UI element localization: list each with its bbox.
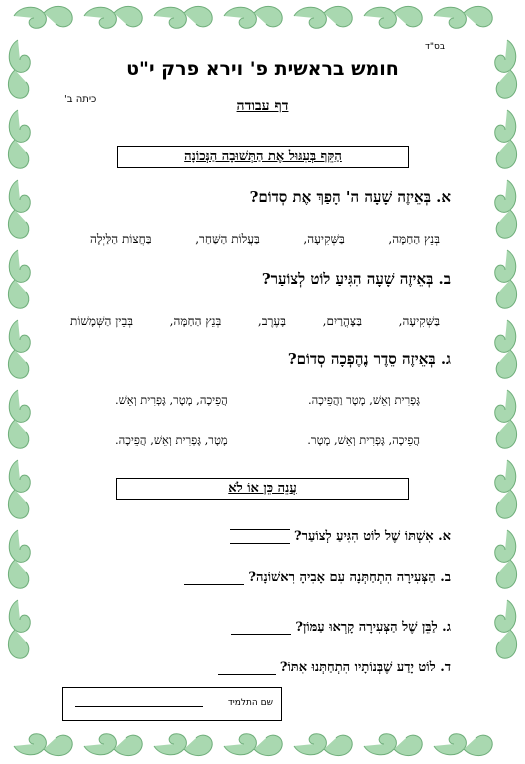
question-c-options-row1: [115, 393, 420, 407]
yes-no-question-a: [230, 528, 451, 544]
student-name-label: שם התלמיד: [227, 698, 273, 708]
answer-blank[interactable]: [184, 583, 244, 585]
class-label: כיתה ב': [64, 94, 97, 105]
option[interactable]: בַּעֲלוֹת הַשַּׁחַר,: [195, 232, 260, 246]
option[interactable]: בְּנֵץ הַחַמָּה,: [169, 314, 222, 328]
option[interactable]: בַּצָּהֳרַיִם,: [322, 314, 362, 328]
section2-instruction: עֲנֵה כֵּן אוֹ לֹא: [116, 478, 409, 500]
answer-blank[interactable]: [230, 542, 290, 544]
question-text: א. אִשְׁתּוֹ שֶׁל לוֹט הִגִּיעַ לְצוֹעַר?: [294, 529, 451, 544]
option[interactable]: גָּפְרִית וְאֵשׁ, מָטָר וַהֲפֵיכָה.: [307, 393, 420, 407]
question-a-options: [90, 232, 440, 247]
question-text: ב. הַצְּעִירָה הִתְחַתְּנָה עִם אָבִיהָ רִאשׁוֹנָה?: [248, 570, 451, 585]
option[interactable]: בַּשְּׁקִיעָה,: [398, 314, 440, 328]
yes-no-question-c: [231, 619, 451, 635]
answer-blank[interactable]: [231, 633, 291, 635]
worksheet-subtitle: דף עבודה: [236, 98, 289, 114]
answer-blank[interactable]: [218, 673, 276, 675]
option[interactable]: בַּשְּׁקִיעָה,: [303, 232, 345, 246]
option[interactable]: בְּבֵין הַשְּׁמָשׁוֹת: [70, 314, 134, 328]
option[interactable]: מָטָר, גָּפְרִית וְאֵשׁ, הֲפֵיכָה.: [115, 433, 228, 447]
option[interactable]: בָּעֶרֶב,: [257, 314, 286, 328]
option[interactable]: בְּנֵץ הַחַמָּה,: [388, 232, 440, 246]
student-name-field[interactable]: [75, 706, 203, 707]
option[interactable]: בַּחֲצוֹת הַלַּיְלָה: [90, 232, 152, 246]
option[interactable]: הֲפֵיכָה, מָטָר, גָּפְרִית וְאֵשׁ.: [115, 393, 228, 407]
page-title: חומש בראשית פ' וירא פרק י"ט: [126, 58, 399, 80]
answer-lines: [230, 528, 290, 544]
yes-no-question-b: [184, 569, 451, 585]
question-text: ג. לַבֵּן שֶׁל הַצְּעִירָה קָרְאוּ עַמּוֹן?: [295, 620, 451, 635]
student-name-box: [62, 687, 282, 721]
question-c: ג. בְּאֵיזֶה סֵדֶר נֶהֶפְכָה סְדוֹם?: [287, 350, 451, 368]
section1-instruction: הַקֵּף בְּעִגּוּל אֶת הַתְּשׁוּבָה הַנְּכוֹנָה: [117, 146, 409, 168]
question-b: ב. בְּאֵיזֶה שָׁעָה הִגִּיעַ לוֹט לְצוֹעַר?: [261, 270, 451, 288]
question-b-options: [70, 314, 440, 329]
corner-note: בס"ד: [425, 42, 446, 52]
answer-blank[interactable]: [230, 528, 290, 530]
question-a: א. בְּאֵיזֶה שָׁעָה ה' הָפַךְ אֶת סְדוֹם?: [249, 188, 451, 206]
yes-no-question-d: [218, 659, 451, 675]
question-c-options-row2: [115, 433, 420, 447]
option[interactable]: הֲפֵיכָה, גָּפְרִית וְאֵשׁ, מָטָר.: [307, 433, 420, 447]
question-text: ד. לוֹט יָדַע שֶׁבְּנוֹתָיו הִתְחַתְּנוּ אִתּוֹ?: [279, 660, 451, 675]
